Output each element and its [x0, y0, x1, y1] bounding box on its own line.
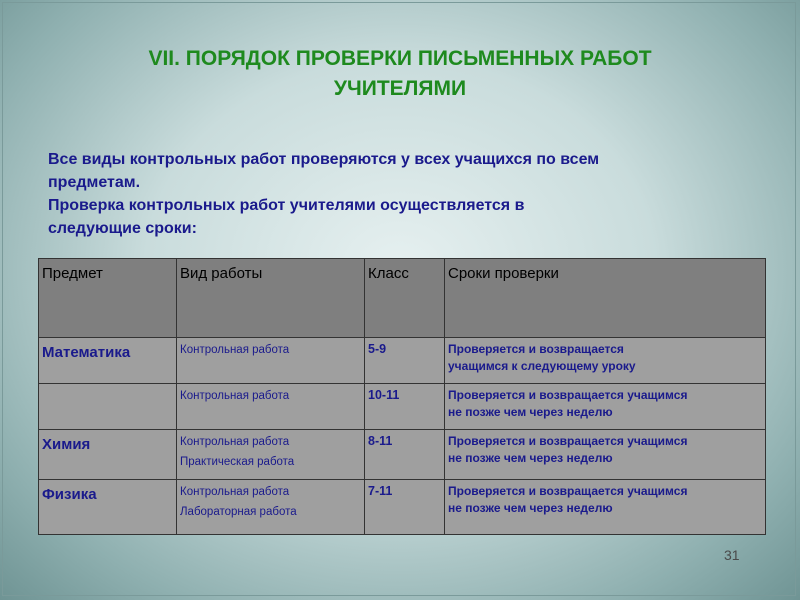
subject-cell: Математика	[39, 338, 177, 384]
deadline-cell	[445, 384, 766, 430]
deadline-line: не позже чем через неделю	[448, 451, 613, 465]
intro-line-4: следующие сроки:	[48, 220, 197, 237]
deadline-line: не позже чем через неделю	[448, 501, 613, 515]
work-type-cell	[177, 338, 365, 384]
work-type-line: Контрольная работа	[180, 486, 290, 498]
deadline-line: Проверяется и возвращается учащимся	[448, 484, 688, 498]
work-type-line: Практическая работа	[180, 456, 295, 468]
table-row	[39, 384, 766, 430]
intro-line-3: Проверка контрольных работ учителями осуществляется в	[48, 197, 525, 214]
table-header-row	[39, 259, 766, 338]
slide-title	[0, 44, 800, 104]
work-type-cell	[177, 480, 365, 535]
deadline-line: Проверяется и возвращается учащимся	[448, 434, 688, 448]
deadline-cell	[445, 430, 766, 480]
intro-line-1: Все виды контрольных работ проверяются у всех учащихся по всем	[48, 151, 600, 168]
header-work-type: Вид работы	[177, 259, 365, 338]
work-type-line: Лабораторная работа	[180, 506, 297, 518]
work-type-line: Контрольная работа	[180, 390, 290, 402]
class-cell: 5-9	[365, 338, 445, 384]
deadline-cell	[445, 480, 766, 535]
work-type-cell	[177, 430, 365, 480]
title-line-1: VII. ПОРЯДОК ПРОВЕРКИ ПИСЬМЕННЫХ РАБОТ	[148, 47, 652, 70]
work-type-line: Контрольная работа	[180, 436, 290, 448]
intro-text	[48, 148, 748, 240]
schedule-table	[38, 258, 766, 535]
subject-cell: Физика	[39, 480, 177, 535]
header-class: Класс	[365, 259, 445, 338]
table-row	[39, 480, 766, 535]
deadline-cell	[445, 338, 766, 384]
class-cell: 10-11	[365, 384, 445, 430]
deadline-line: Проверяется и возвращается учащимся	[448, 388, 688, 402]
table-row	[39, 430, 766, 480]
subject-cell: Химия	[39, 430, 177, 480]
header-subject: Предмет	[39, 259, 177, 338]
work-type-line: Контрольная работа	[180, 344, 290, 356]
intro-line-2: предметам.	[48, 174, 141, 191]
class-cell: 8-11	[365, 430, 445, 480]
deadline-line: не позже чем через неделю	[448, 405, 613, 419]
page-number: 31	[724, 547, 740, 563]
deadline-line: учащимся к следующему уроку	[448, 359, 636, 373]
title-line-2: УЧИТЕЛЯМИ	[333, 77, 467, 100]
header-deadline: Сроки проверки	[445, 259, 766, 338]
work-type-cell	[177, 384, 365, 430]
class-cell: 7-11	[365, 480, 445, 535]
deadline-line: Проверяется и возвращается	[448, 342, 624, 356]
table-row	[39, 338, 766, 384]
subject-cell	[39, 384, 177, 430]
